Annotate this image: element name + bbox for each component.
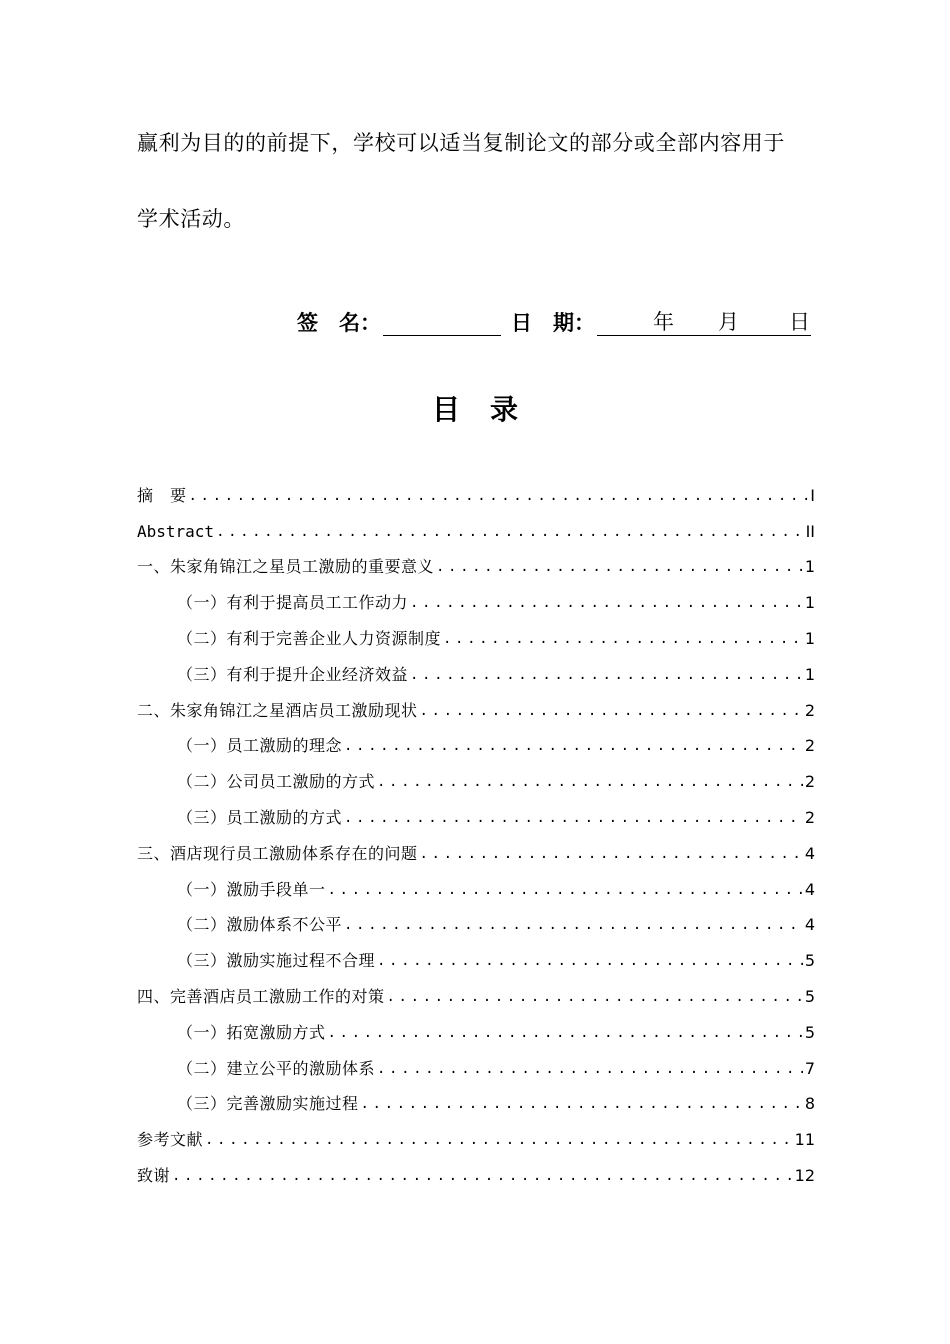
toc-entry-label: （一）有利于提高员工工作动力: [177, 593, 409, 613]
toc-dot-leader: [328, 880, 803, 900]
toc-entry-page: II: [805, 521, 815, 541]
table-of-contents: [137, 470, 815, 1186]
date-label: 日 期：: [511, 311, 595, 335]
toc-entry-label: 一、朱家角锦江之星员工激励的重要意义: [137, 557, 435, 577]
toc-dot-leader: [410, 665, 803, 685]
date-month-label: 月: [718, 310, 739, 334]
toc-entry-label: （三）激励实施过程不合理: [177, 951, 376, 971]
toc-dot-leader: [443, 629, 803, 649]
date-day-label: 日: [789, 310, 810, 334]
signature-row: [297, 306, 815, 336]
toc-entry-label: 致谢: [137, 1165, 171, 1185]
toc-entry-section-2-2[interactable]: [137, 756, 815, 792]
toc-dot-leader: [436, 557, 803, 577]
toc-entry-label: （二）有利于完善企业人力资源制度: [177, 628, 442, 648]
toc-entry-page: 2: [804, 736, 815, 756]
preface-line-2: 学术活动。: [137, 207, 245, 231]
toc-entry-page: 4: [804, 879, 815, 899]
toc-dot-leader: [172, 1166, 793, 1186]
toc-entry-label: （一）员工激励的理念: [177, 736, 343, 756]
toc-entry-label: （二）激励体系不公平: [177, 915, 343, 935]
toc-dot-leader: [216, 522, 804, 542]
toc-entry-label: （二）建立公平的激励体系: [177, 1058, 376, 1078]
toc-entry-page: 2: [804, 700, 815, 720]
toc-entry-label: （三）有利于提升企业经济效益: [177, 664, 409, 684]
signature-blank-line: [383, 311, 501, 336]
toc-entry-page: 2: [804, 807, 815, 827]
toc-dot-leader: [205, 1130, 793, 1150]
toc-entry-label: 参考文献: [137, 1130, 204, 1150]
toc-entry-section-3-1[interactable]: [137, 864, 815, 900]
toc-entry-page: 5: [804, 951, 815, 971]
toc-entry-label: 摘 要: [137, 485, 187, 505]
toc-dot-leader: [387, 987, 803, 1007]
toc-entry-page: 11: [794, 1130, 815, 1150]
toc-dot-leader: [344, 808, 803, 828]
toc-entry-section-4-3[interactable]: [137, 1079, 815, 1115]
toc-dot-leader: [420, 844, 803, 864]
toc-entry-section-3-2[interactable]: [137, 900, 815, 936]
toc-dot-leader: [328, 1023, 803, 1043]
toc-dot-leader: [361, 1094, 803, 1114]
toc-entry-section-2-3[interactable]: [137, 792, 815, 828]
toc-entry-chapter-2[interactable]: [137, 685, 815, 721]
toc-entry-section-2-1[interactable]: [137, 721, 815, 757]
date-blank-line: [597, 309, 811, 336]
preface-line-1: 赢利为目的的前提下，学校可以适当复制论文的部分或全部内容用于: [137, 131, 785, 155]
toc-dot-leader: [344, 736, 803, 756]
toc-entry-label: 二、朱家角锦江之星酒店员工激励现状: [137, 700, 418, 720]
toc-entry-label: （一）激励手段单一: [177, 879, 326, 899]
toc-dot-leader: [189, 486, 809, 506]
toc-entry-page: 4: [804, 915, 815, 935]
toc-dot-leader: [344, 915, 803, 935]
toc-entry-abstract-cn[interactable]: [137, 470, 815, 506]
toc-entry-page: 1: [804, 664, 815, 684]
toc-entry-abstract-en[interactable]: [137, 506, 815, 542]
toc-entry-page: I: [810, 485, 815, 505]
toc-entry-page: 4: [804, 843, 815, 863]
toc-entry-label: （二）公司员工激励的方式: [177, 772, 376, 792]
signature-label: 签 名：: [297, 311, 381, 335]
toc-entry-section-4-1[interactable]: [137, 1007, 815, 1043]
toc-entry-section-1-3[interactable]: [137, 649, 815, 685]
toc-entry-page: 1: [804, 628, 815, 648]
date-year-label: 年: [653, 310, 674, 334]
toc-entry-chapter-4[interactable]: [137, 971, 815, 1007]
toc-entry-label: Abstract: [137, 521, 215, 541]
toc-entry-section-1-2[interactable]: [137, 613, 815, 649]
toc-dot-leader: [377, 951, 803, 971]
toc-entry-references[interactable]: [137, 1114, 815, 1150]
toc-entry-label: 三、酒店现行员工激励体系存在的问题: [137, 843, 418, 863]
toc-dot-leader: [410, 593, 803, 613]
toc-entry-chapter-3[interactable]: [137, 828, 815, 864]
toc-entry-page: 12: [794, 1165, 815, 1185]
toc-entry-label: 四、完善酒店员工激励工作的对策: [137, 986, 385, 1006]
toc-entry-page: 8: [804, 1094, 815, 1114]
toc-dot-leader: [377, 772, 803, 792]
toc-entry-section-3-3[interactable]: [137, 935, 815, 971]
toc-entry-page: 1: [804, 593, 815, 613]
toc-entry-label: （一）拓宽激励方式: [177, 1022, 326, 1042]
toc-dot-leader: [377, 1059, 803, 1079]
toc-entry-section-1-1[interactable]: [137, 577, 815, 613]
toc-entry-acknowledgements[interactable]: [137, 1150, 815, 1186]
toc-entry-page: 1: [804, 557, 815, 577]
toc-dot-leader: [420, 701, 803, 721]
toc-entry-label: （三）完善激励实施过程: [177, 1094, 359, 1114]
toc-entry-page: 2: [804, 772, 815, 792]
toc-entry-chapter-1[interactable]: [137, 542, 815, 578]
toc-title: 目录: [431, 393, 548, 426]
toc-entry-page: 5: [804, 1022, 815, 1042]
toc-entry-page: 7: [804, 1058, 815, 1078]
toc-entry-label: （三）员工激励的方式: [177, 807, 343, 827]
toc-entry-page: 5: [804, 986, 815, 1006]
toc-entry-section-4-2[interactable]: [137, 1043, 815, 1079]
